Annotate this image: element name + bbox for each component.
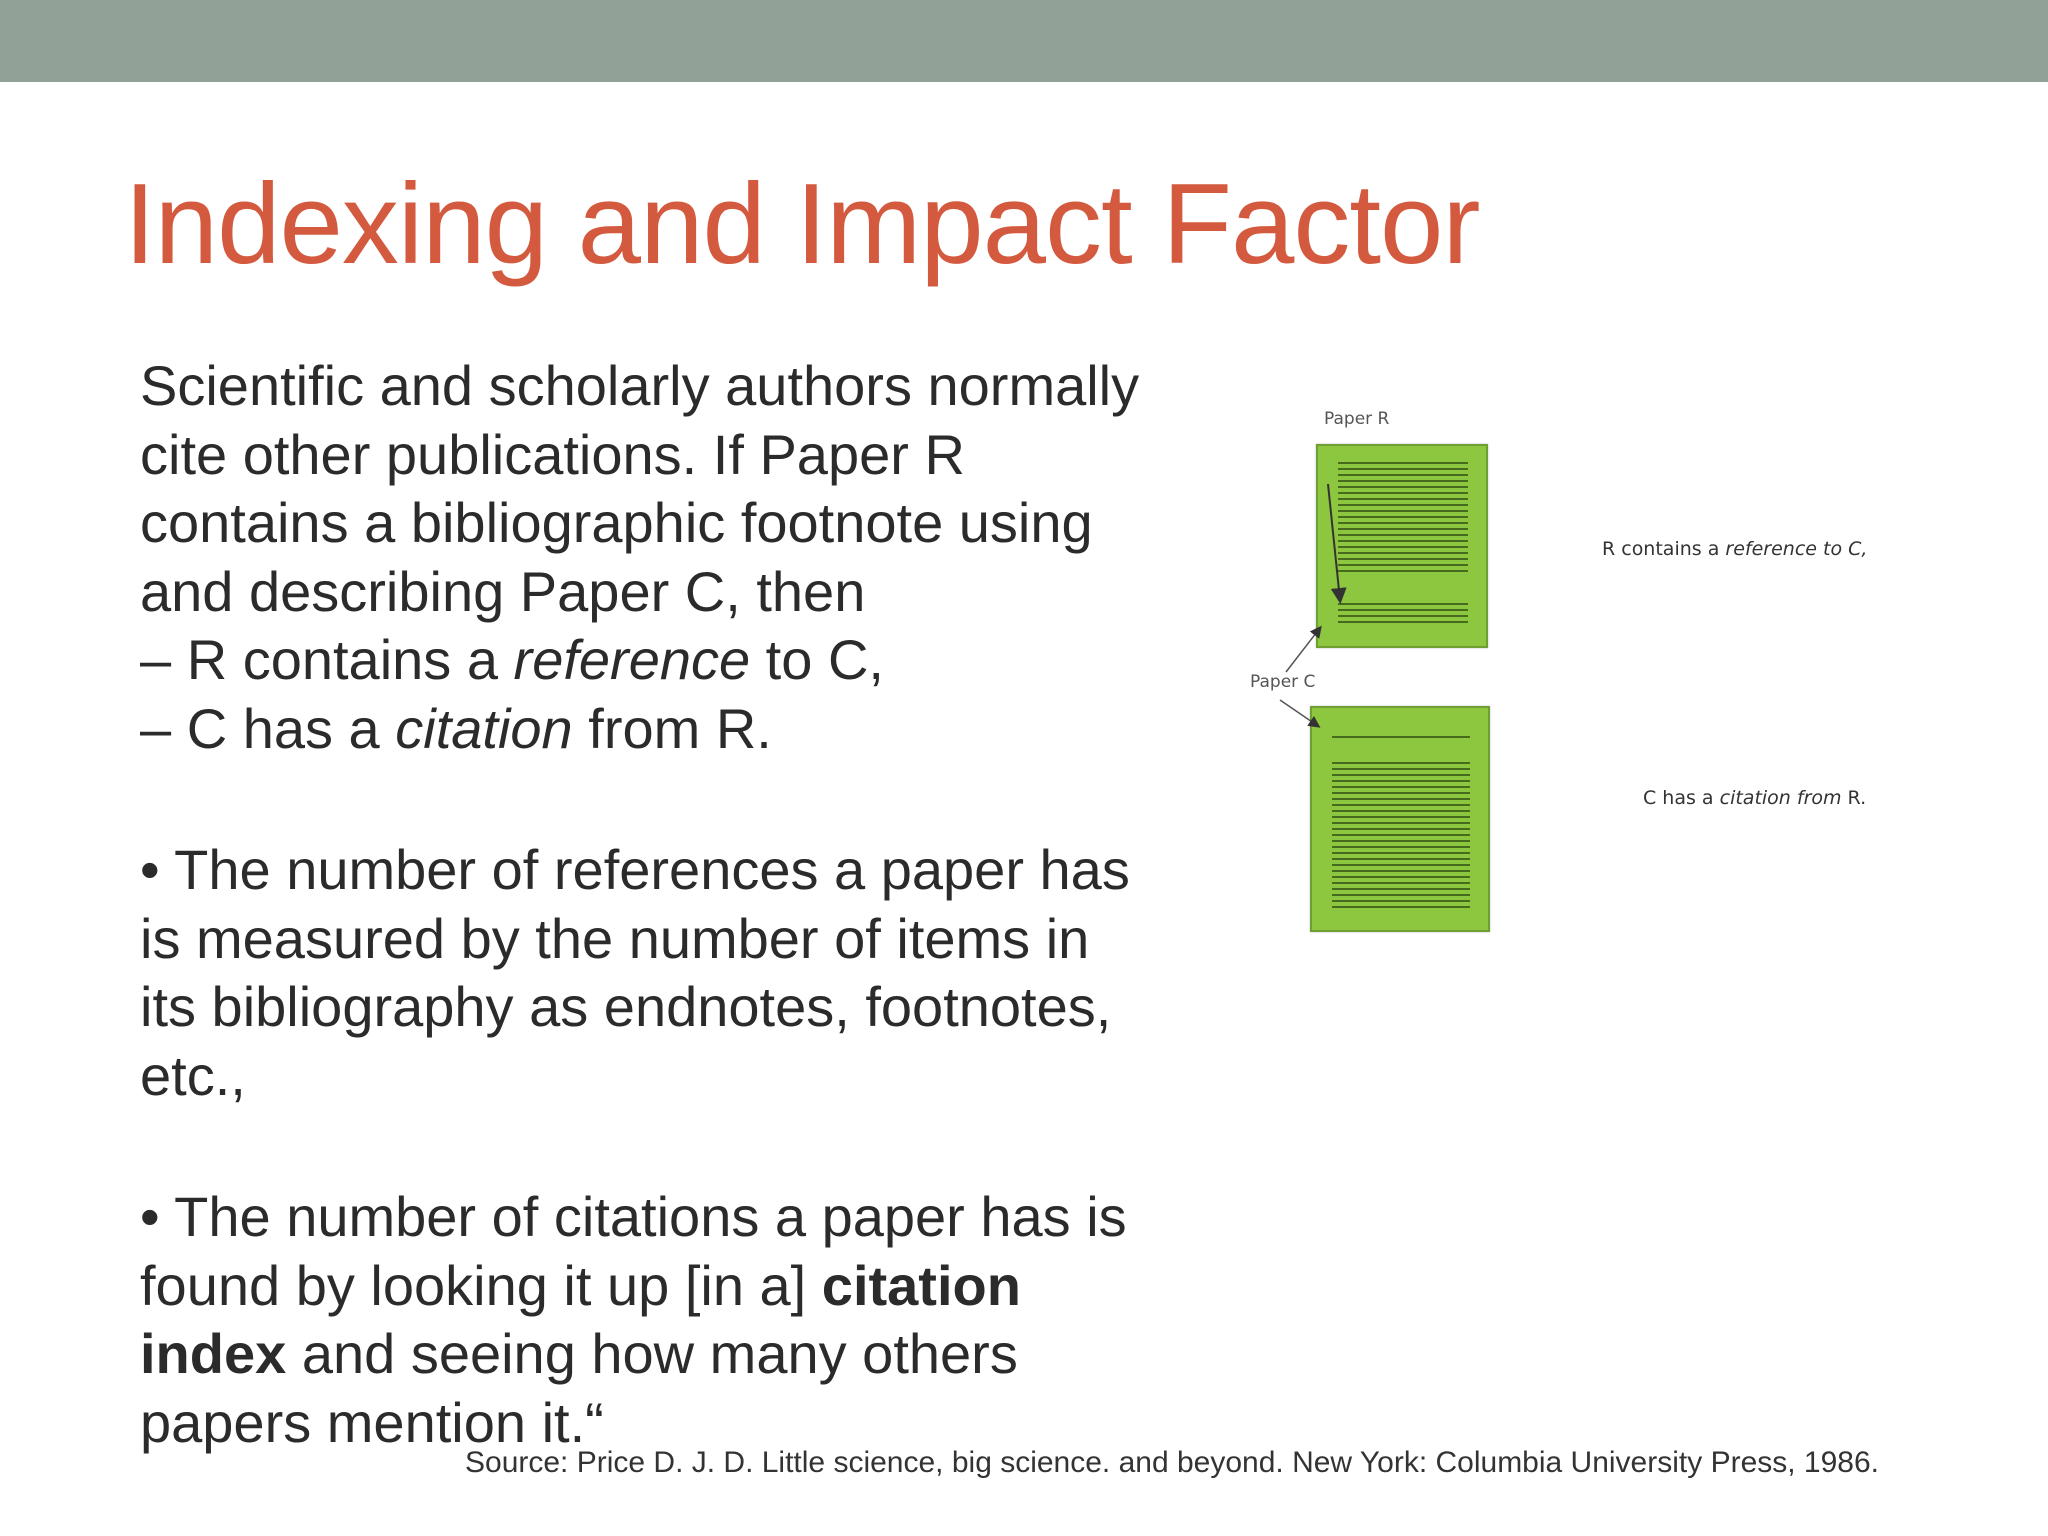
citation-caption bbox=[1643, 787, 1866, 809]
references-bullet-line-1: • The number of references a paper has bbox=[140, 838, 1130, 901]
citation-item-prefix: – C has a bbox=[140, 696, 396, 760]
citations-bullet-line-3 bbox=[140, 1320, 1160, 1389]
citation-caption-prefix: C has a bbox=[1643, 787, 1720, 809]
intro-line-1: Scientific and scholarly authors normally bbox=[140, 354, 1140, 417]
intro-line-3: contains a bibliographic footnote using bbox=[140, 491, 1093, 554]
citation-bold-term: citation bbox=[821, 1253, 1021, 1317]
diagram-arrows bbox=[1240, 400, 1880, 960]
references-bullet-line-4: etc., bbox=[140, 1043, 246, 1107]
citation-item bbox=[140, 695, 1160, 764]
source-citation: Source: Price D. J. D. Little science, big science. and beyond. New York: Columbia University Press, 1986. bbox=[465, 1446, 1879, 1479]
citations-bullet-line-2 bbox=[140, 1252, 1160, 1321]
citation-caption-emphasis: citation from bbox=[1719, 787, 1842, 809]
citations-bullet-line-2-text: found by looking it up [in a] bbox=[140, 1253, 822, 1317]
reference-term: reference bbox=[513, 628, 751, 691]
citations-bullet-line-1: • The number of citations a paper has is bbox=[140, 1185, 1127, 1248]
footnote-link-arrow bbox=[1328, 484, 1340, 600]
citation-caption-suffix: R. bbox=[1841, 787, 1867, 809]
paper-r-label: Paper R bbox=[1324, 409, 1390, 429]
citations-bullet-line-4: papers mention it.“ bbox=[140, 1390, 604, 1454]
paper-c-label: Paper C bbox=[1250, 672, 1316, 692]
references-bullet-line-2: is measured by the number of items in bbox=[140, 906, 1090, 970]
paper-r-connector bbox=[1286, 628, 1320, 672]
slide-title: Indexing and Impact Factor bbox=[124, 161, 1480, 288]
paragraph-gap bbox=[140, 1110, 1160, 1183]
reference-item-prefix: – R contains a bbox=[140, 628, 514, 691]
reference-caption-prefix: R contains a bbox=[1602, 538, 1726, 560]
citation-item-suffix: from R. bbox=[572, 696, 772, 760]
intro-line-2: cite other publications. If Paper R bbox=[140, 422, 965, 486]
intro-line-4: and describing Paper C, then bbox=[140, 559, 866, 623]
reference-item bbox=[140, 626, 1160, 695]
citation-term: citation bbox=[395, 696, 573, 760]
citations-bullet-line-3-text: and seeing how many others bbox=[286, 1322, 1018, 1385]
reference-caption-emphasis: reference to C, bbox=[1725, 538, 1868, 560]
references-bullet-line-3: its bibliography as endnotes, footnotes, bbox=[140, 975, 1112, 1038]
top-banner bbox=[0, 0, 2048, 82]
paper-c-connector bbox=[1280, 700, 1318, 726]
reference-item-suffix: to C, bbox=[750, 628, 884, 691]
slide-body bbox=[140, 352, 1160, 1457]
reference-caption bbox=[1602, 538, 1867, 560]
index-bold-term: index bbox=[140, 1322, 287, 1385]
paragraph-gap bbox=[140, 763, 1160, 836]
citation-diagram bbox=[1240, 400, 1880, 960]
